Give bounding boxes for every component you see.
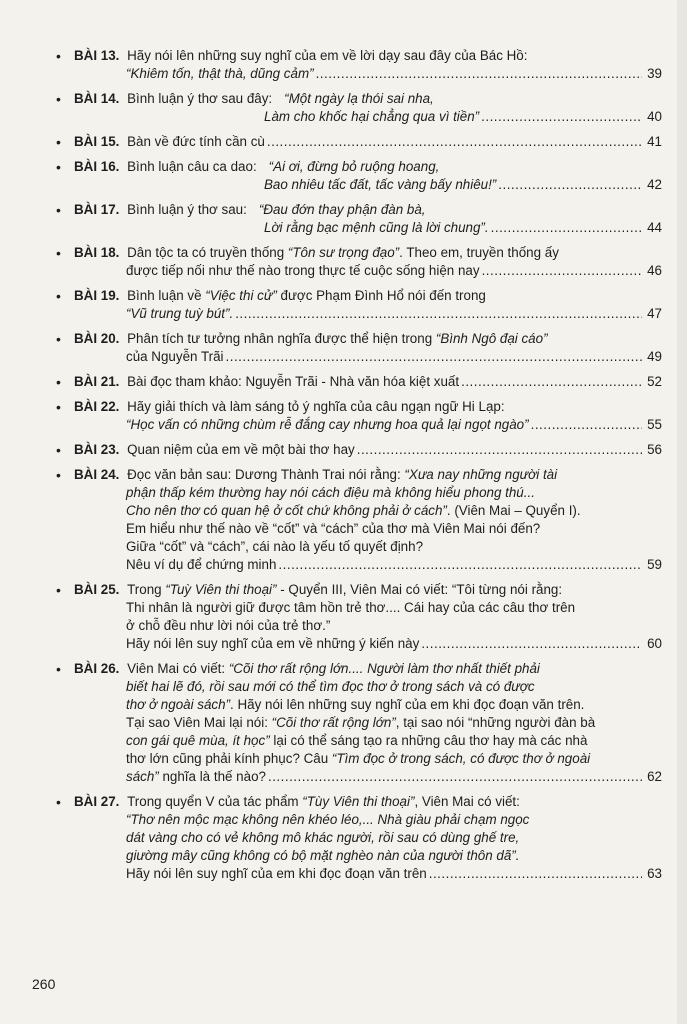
toc-line [74, 244, 662, 262]
entry-quote: Làm cho khốc hại chẳng qua vì tiền” [264, 109, 480, 124]
entry-quote: giường mây cũng không có bộ mặt nghèo nàn của người thôn dã”. [126, 848, 520, 863]
toc-line [74, 133, 662, 151]
toc-line [74, 484, 662, 502]
entry-text [74, 373, 459, 391]
toc-page-number[interactable]: 40 [647, 109, 662, 124]
toc-entry[interactable] [56, 90, 662, 126]
entry-quote: Cho nên thơ có quan hệ ở cốt chứ không phải ở cách” [126, 503, 447, 518]
toc-line [74, 176, 662, 194]
toc-line [74, 348, 662, 366]
dot-leader [267, 133, 642, 151]
toc-page-number[interactable]: 62 [647, 769, 662, 784]
bullet-icon: • [56, 245, 61, 261]
entry-text [126, 714, 595, 732]
bullet-icon: • [56, 582, 61, 598]
toc-line [74, 660, 662, 678]
bullet-icon: • [56, 331, 61, 347]
entry-text-plain: Bình luận ý thơ sau đây: [127, 91, 273, 106]
entry-quote: Bao nhiêu tấc đất, tấc vàng bấy nhiêu!” [264, 177, 497, 192]
toc-line [74, 829, 662, 847]
entry-text [126, 617, 330, 635]
bullet-icon: • [56, 374, 61, 390]
lesson-number: BÀI 22. [74, 399, 124, 414]
dot-leader [482, 262, 642, 280]
entry-quote: “Tùy Viên thi thoại” [302, 794, 415, 809]
entry-text [126, 750, 590, 768]
toc-entry[interactable] [56, 793, 662, 883]
entry-text-plain: ở chỗ đều như lời nói của trẻ thơ.” [126, 618, 331, 633]
toc-line [74, 262, 662, 280]
lesson-number: BÀI 26. [74, 661, 124, 676]
entry-text-plain: Viên Mai có viết: [127, 661, 229, 676]
entry-text [74, 793, 520, 811]
toc-line [74, 599, 662, 617]
page-number: 260 [32, 976, 56, 992]
entry-text [264, 219, 489, 237]
toc-page-number[interactable]: 49 [647, 349, 662, 364]
toc-entry[interactable] [56, 373, 662, 391]
toc-page-number[interactable]: 46 [647, 263, 662, 278]
entry-text [74, 581, 562, 599]
toc-page-number[interactable]: 60 [647, 636, 662, 651]
entry-quote: Lời rằng bạc mệnh cũng là lời chung”. [264, 220, 489, 235]
entry-text [126, 556, 276, 574]
bullet-icon: • [56, 288, 61, 304]
lesson-number: BÀI 24. [74, 467, 124, 482]
toc-entry[interactable] [56, 287, 662, 323]
entry-quote: biết hai lẽ đó, rồi sau mới có thể tìm đọc thơ ở trong sách và có được [126, 679, 535, 694]
toc-line [74, 581, 662, 599]
toc-line [74, 90, 662, 108]
toc-page-number[interactable]: 44 [647, 220, 662, 235]
entry-text-plain: Hãy giải thích và làm sáng tỏ ý nghĩa của câu ngạn ngữ Hi Lạp: [127, 399, 505, 414]
entry-text-plain: . (Viên Mai – Quyển I). [446, 503, 581, 518]
entry-quote: “Cõi thơ rất rộng lớn.... Người làm thơ nhất thiết phải [228, 661, 540, 676]
toc-line [74, 847, 662, 865]
lesson-number: BÀI 18. [74, 245, 124, 260]
toc-line [74, 520, 662, 538]
lesson-number: BÀI 21. [74, 374, 124, 389]
toc-line [74, 47, 662, 65]
entry-text-plain: Bình luận câu ca dao: [127, 159, 257, 174]
toc-line [74, 750, 662, 768]
entry-text [126, 599, 575, 617]
entry-quote: “Khiêm tốn, thật thà, dũng cảm” [126, 66, 314, 81]
page-edge [677, 0, 687, 1024]
toc-page-number[interactable]: 55 [647, 417, 662, 432]
entry-quote: thơ ở ngoài sách” [126, 697, 231, 712]
entry-text [74, 441, 355, 459]
entry-text-plain: Thi nhân là người giữ được tâm hồn trẻ thơ.... Cái hay của các câu thơ trên [126, 600, 576, 615]
dot-leader [278, 556, 642, 574]
entry-text [126, 348, 224, 366]
entry-text [126, 811, 529, 829]
toc-line [74, 201, 662, 219]
dot-leader [235, 305, 642, 323]
entry-text-plain: Nêu ví dụ để chứng minh [126, 557, 277, 572]
entry-text [126, 484, 535, 502]
entry-quote: “Tuỳ Viên thi thoại” [165, 582, 277, 597]
lesson-number: BÀI 27. [74, 794, 124, 809]
entry-text [74, 244, 559, 262]
toc-line [74, 556, 662, 574]
entry-text [74, 90, 434, 108]
toc-line [74, 287, 662, 305]
toc-line [74, 768, 662, 786]
toc-line [74, 219, 662, 237]
entry-quote: “Bình Ngô đại cáo” [435, 331, 548, 346]
entry-text-plain: Em hiểu như thế nào về “cốt” và “cách” của thơ mà Viên Mai nói đến? [126, 521, 541, 536]
entry-text [74, 201, 426, 219]
entry-text [126, 865, 427, 883]
toc-line [74, 466, 662, 484]
entry-text [126, 502, 581, 520]
entry-text-plain: , Viên Mai có viết: [414, 794, 520, 809]
toc-line [74, 398, 662, 416]
bullet-icon: • [56, 661, 61, 677]
dot-leader [461, 373, 642, 391]
entry-text [126, 520, 540, 538]
toc-page-number[interactable]: 59 [647, 557, 662, 572]
dot-leader [481, 108, 642, 126]
bullet-icon: • [56, 159, 61, 175]
bullet-icon: • [56, 442, 61, 458]
entry-text-plain: Giữa “cốt” và “cách”, cái nào là yếu tố quyết định? [126, 539, 424, 554]
entry-text [126, 262, 480, 280]
bullet-icon: • [56, 467, 61, 483]
toc-page-number[interactable]: 56 [647, 442, 662, 457]
entry-text [264, 176, 496, 194]
lesson-number: BÀI 13. [74, 48, 124, 63]
entry-quote: “Tìm đọc ở trong sách, có được thơ ở ngoài [331, 751, 591, 766]
lesson-number: BÀI 17. [74, 202, 124, 217]
entry-text-plain: Bài đọc tham khảo: Nguyễn Trãi - Nhà văn hóa kiệt xuất [127, 374, 460, 389]
entry-text-plain: Bàn về đức tính cần cù [127, 134, 265, 149]
entry-quote: “Cõi thơ rất rộng lớn” [271, 715, 396, 730]
toc-line [74, 65, 662, 83]
toc-line [74, 696, 662, 714]
entry-text [126, 829, 519, 847]
entry-text [74, 287, 486, 305]
lesson-number: BÀI 20. [74, 331, 124, 346]
entry-text [126, 416, 529, 434]
entry-text-plain: được Phạm Đình Hổ nói đến trong [276, 288, 486, 303]
entry-text-plain: Hãy nói lên suy nghĩ của em về những ý kiến này [126, 636, 420, 651]
entry-text [126, 305, 233, 323]
entry-text [74, 133, 265, 151]
entry-text-plain: , tại sao nói “những người đàn bà [395, 715, 596, 730]
entry-quote: “Ai ơi, đừng bỏ ruộng hoang, [268, 159, 440, 174]
toc-entry[interactable] [56, 581, 662, 653]
dot-leader [429, 865, 642, 883]
toc-page-number[interactable]: 42 [647, 177, 662, 192]
entry-text-plain: Hãy nói lên suy nghĩ của em khi đọc đoạn văn trên [126, 866, 427, 881]
entry-text [126, 732, 587, 750]
dot-leader [491, 219, 642, 237]
toc-line [74, 373, 662, 391]
entry-text-plain: của Nguyễn Trãi [126, 349, 224, 364]
dot-leader [357, 441, 642, 459]
entry-text-plain: Trong quyển V của tác phẩm [127, 794, 303, 809]
entry-quote: sách” [126, 769, 159, 784]
toc-line [74, 732, 662, 750]
entry-text-plain: - Quyển III, Viên Mai có viết: “Tôi từng nói rằng: [276, 582, 563, 597]
lesson-number: BÀI 14. [74, 91, 124, 106]
toc-page-number[interactable]: 39 [647, 66, 662, 81]
dot-leader [268, 768, 642, 786]
toc-line [74, 330, 662, 348]
entry-text-plain: được tiếp nối như thế nào trong thực tế cuộc sống hiện nay [126, 263, 480, 278]
entry-quote: “Một ngày lạ thói sai nha, [284, 91, 434, 106]
entry-text [74, 398, 505, 416]
bullet-icon: • [56, 399, 61, 415]
entry-quote: “Học vấn có những chùm rễ đắng cay nhưng hoa quả lại ngọt ngào” [126, 417, 529, 432]
toc-line [74, 538, 662, 556]
toc-line [74, 158, 662, 176]
toc-line [74, 678, 662, 696]
toc-line [74, 617, 662, 635]
toc-page-number[interactable]: 52 [647, 374, 662, 389]
entry-text-plain: Trong [127, 582, 166, 597]
entry-text-plain: . Hãy nói lên những suy nghĩ của em khi đọc đoạn văn trên. [230, 697, 585, 712]
dot-leader [421, 635, 642, 653]
bullet-icon: • [56, 202, 61, 218]
toc-line [74, 416, 662, 434]
entry-text [126, 635, 419, 653]
lesson-number: BÀI 25. [74, 582, 124, 597]
lesson-number: BÀI 19. [74, 288, 124, 303]
entry-text [74, 330, 548, 348]
toc-entry[interactable] [56, 201, 662, 237]
dot-leader [226, 348, 642, 366]
toc-entry[interactable] [56, 441, 662, 459]
entry-text-plain: Bình luận ý thơ sau: [127, 202, 247, 217]
entry-quote: “Vũ trung tuỳ bút”. [126, 306, 234, 321]
table-of-contents [56, 47, 662, 890]
entry-quote: “Tôn sư trọng đạo” [287, 245, 400, 260]
bullet-icon: • [56, 91, 61, 107]
toc-line [74, 635, 662, 653]
toc-page-number[interactable]: 47 [647, 306, 662, 321]
entry-text-plain: Đọc văn bản sau: Dương Thành Trai nói rằng: [127, 467, 405, 482]
toc-page-number[interactable]: 63 [647, 866, 662, 881]
entry-text [74, 47, 527, 65]
toc-line [74, 865, 662, 883]
dot-leader [498, 176, 642, 194]
toc-line [74, 714, 662, 732]
entry-text [264, 108, 479, 126]
entry-text-plain: . Theo em, truyền thống ấy [399, 245, 559, 260]
entry-quote: “Thơ nên mộc mạc không nên khéo léo,... Nhà giàu phải chạm ngọc [126, 812, 530, 827]
lesson-number: BÀI 16. [74, 159, 124, 174]
toc-entry[interactable] [56, 158, 662, 194]
toc-entry[interactable] [56, 330, 662, 366]
bullet-icon: • [56, 794, 61, 810]
toc-line [74, 811, 662, 829]
entry-text [74, 158, 439, 176]
entry-text [126, 768, 266, 786]
entry-text-plain: Dân tộc ta có truyền thống [127, 245, 288, 260]
entry-text-plain: Quan niệm của em về một bài thơ hay [127, 442, 355, 457]
entry-quote: con gái quê mùa, ít học” [126, 733, 270, 748]
bullet-icon: • [56, 48, 61, 64]
lesson-number: BÀI 23. [74, 442, 124, 457]
entry-text-plain: Hãy nói lên những suy nghĩ của em về lời dạy sau đây của Bác Hồ: [127, 48, 528, 63]
bullet-icon: • [56, 134, 61, 150]
toc-entry[interactable] [56, 244, 662, 280]
entry-quote: “Việc thi cử” [205, 288, 277, 303]
entry-quote: dát vàng cho có vẻ không mô khác người, rồi sau có dùng ghế tre, [126, 830, 520, 845]
dot-leader [531, 416, 642, 434]
entry-text [74, 466, 557, 484]
toc-line [74, 305, 662, 323]
entry-text [126, 538, 423, 556]
entry-text-plain: Bình luận về [127, 288, 206, 303]
toc-line [74, 793, 662, 811]
entry-text-plain: Phân tích tư tưởng nhân nghĩa được thể hiện trong [127, 331, 436, 346]
toc-line [74, 108, 662, 126]
entry-text-plain: nghĩa là thế nào? [158, 769, 266, 784]
entry-text [126, 678, 535, 696]
entry-quote: “Đau đớn thay phận đàn bà, [258, 202, 426, 217]
entry-text-plain: Tại sao Viên Mai lại nói: [126, 715, 272, 730]
entry-text [126, 847, 519, 865]
toc-entry[interactable] [56, 133, 662, 151]
toc-entry[interactable] [56, 466, 662, 574]
toc-line [74, 441, 662, 459]
toc-entry[interactable] [56, 660, 662, 786]
dot-leader [316, 65, 642, 83]
entry-quote: phận thấp kém thường hay nói cách điệu mà không hiểu phong thú... [126, 485, 535, 500]
toc-entry[interactable] [56, 398, 662, 434]
entry-text [74, 660, 540, 678]
entry-text [126, 696, 584, 714]
lesson-number: BÀI 15. [74, 134, 124, 149]
toc-line [74, 502, 662, 520]
entry-text [126, 65, 314, 83]
entry-text-plain: lại có thể sáng tạo ra những câu thơ hay mà các nhà [269, 733, 588, 748]
entry-text-plain: thơ lớn cũng phải kính phục? Câu [126, 751, 332, 766]
entry-quote: “Xưa nay những người tài [404, 467, 558, 482]
toc-entry[interactable] [56, 47, 662, 83]
toc-page-number[interactable]: 41 [647, 134, 662, 149]
